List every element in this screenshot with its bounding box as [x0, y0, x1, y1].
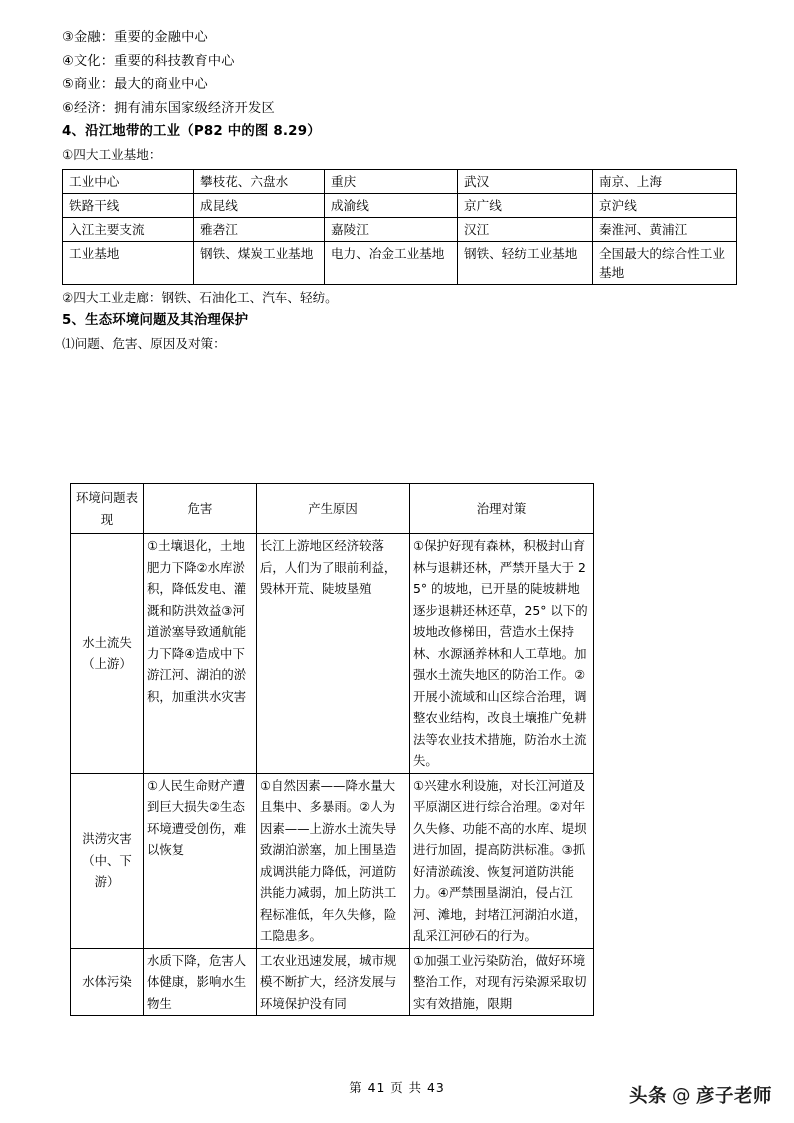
- table-row: [63, 242, 737, 285]
- intro-line-3: ⑥经济：拥有浦东国家级经济开发区: [62, 100, 275, 116]
- intro-list: [62, 26, 698, 120]
- table-cell-cause: ①自然因素——降水量大且集中、多暴雨。②人为因素——上游水土流失导致湖泊淤塞，加上围垦造成调洪能力降低，河道防洪能力减弱，加上防洪工程标准低，年久失修，险工隐患多。: [257, 773, 410, 948]
- row-label: 洪涝灾害（中、下游）: [71, 773, 144, 948]
- table-cell: 重庆: [325, 170, 458, 194]
- table-cell: 汉江: [458, 218, 593, 242]
- table-row: [71, 948, 594, 1016]
- table-cell: 钢铁、轻纺工业基地: [458, 242, 593, 285]
- table-row: [63, 170, 737, 194]
- row-label: 入江主要支流: [63, 218, 194, 242]
- eco-problems-table: [70, 483, 594, 1016]
- column-header: 治理对策: [410, 484, 594, 534]
- column-header: 产生原因: [257, 484, 410, 534]
- row-label: 水土流失（上游）: [71, 534, 144, 774]
- table-cell: 攀枝花、六盘水: [194, 170, 325, 194]
- column-header: 危害: [144, 484, 257, 534]
- industrial-bases-table: [62, 169, 737, 285]
- subsection-label-1: ①四大工业基地：: [62, 147, 162, 162]
- table-row: [63, 218, 737, 242]
- column-header: 环境问题表现: [71, 484, 144, 534]
- table-cell: 电力、冶金工业基地: [325, 242, 458, 285]
- table-row: [63, 194, 737, 218]
- table-cell-harm: 水质下降，危害人体健康，影响水生物生: [144, 948, 257, 1016]
- table-cell: 雅砻江: [194, 218, 325, 242]
- row-label: 水体污染: [71, 948, 144, 1016]
- intro-line-1: ④文化：重要的科技教育中心: [62, 53, 235, 69]
- table-cell: 京沪线: [593, 194, 737, 218]
- table-cell: 京广线: [458, 194, 593, 218]
- table-row: [71, 534, 594, 774]
- table-header-row: [71, 484, 594, 534]
- table-cell-harm: ①人民生命财产遭到巨大损失②生态环境遭受创伤，难以恢复: [144, 773, 257, 948]
- section-heading-4: 4、沿江地带的工业（P82 中的图 8.29）: [62, 124, 321, 139]
- table-cell-cause: 长江上游地区经济较落后，人们为了眼前利益，毁林开荒、陡坡垦殖: [257, 534, 410, 774]
- table-cell: 嘉陵江: [325, 218, 458, 242]
- table-cell: 钢铁、煤炭工业基地: [194, 242, 325, 285]
- table-cell-harm: ①土壤退化，土地肥力下降②水库淤积，降低发电、灌溉和防洪效益③河道淤塞导致通航能力下降④造成中下游江河、湖泊的淤积，加重洪水灾害: [144, 534, 257, 774]
- table-cell: 南京、上海: [593, 170, 737, 194]
- subsection-label-2: ②四大工业走廊：钢铁、石油化工、汽车、轻纺。: [62, 290, 338, 305]
- table-row: [71, 773, 594, 948]
- watermark-at-symbol: @: [671, 1084, 691, 1106]
- page-footer: 第 41 页 共 43: [349, 1080, 445, 1095]
- table-cell: 秦淮河、黄浦江: [593, 218, 737, 242]
- watermark-brand: 头条: [628, 1086, 667, 1107]
- table-cell-measures: ①保护好现有森林，积极封山育林与退耕还林，严禁开垦大于 25° 的坡地，已开垦的陡坡耕地逐步退耕还林还草，25° 以下的坡地改修梯田，营造水土保持林、水源涵养林和人工草地。加强水土流失地区的防治工作。②开展小流域和山区综合治理，调整农业结构，改良土壤推广免耕法等农业技术措施，防治水土流失。: [410, 534, 594, 774]
- subsection-label-3: ⑴问题、危害、原因及对策：: [62, 336, 226, 351]
- table-cell: 全国最大的综合性工业基地: [593, 242, 737, 285]
- table-cell-cause: 工农业迅速发展，城市规模不断扩大，经济发展与环境保护没有同: [257, 948, 410, 1016]
- watermark-account: 彦子老师: [695, 1086, 772, 1107]
- blank-spacer: [62, 355, 698, 483]
- intro-line-2: ⑤商业：最大的商业中心: [62, 77, 208, 92]
- intro-line-0: ③金融：重要的金融中心: [62, 30, 208, 45]
- table-cell-measures: ①兴建水利设施，对长江河道及平原湖区进行综合治理。②对年久失修、功能不高的水库、堤坝进行加固，提高防洪标准。③抓好清淤疏浚、恢复河道防洪能力。④严禁围垦湖泊，侵占江河、滩地，封堵江河湖泊水道，乱采江河砂石的行为。: [410, 773, 594, 948]
- table-cell: 成昆线: [194, 194, 325, 218]
- row-label: 铁路干线: [63, 194, 194, 218]
- row-label: 工业基地: [63, 242, 194, 285]
- section-heading-5: 5、生态环境问题及其治理保护: [62, 313, 249, 328]
- row-label: 工业中心: [63, 170, 194, 194]
- table-cell-measures: ①加强工业污染防治，做好环境整治工作，对现有污染源采取切实有效措施，限期: [410, 948, 594, 1016]
- table-cell: 武汉: [458, 170, 593, 194]
- watermark: [629, 1082, 772, 1108]
- table-cell: 成渝线: [325, 194, 458, 218]
